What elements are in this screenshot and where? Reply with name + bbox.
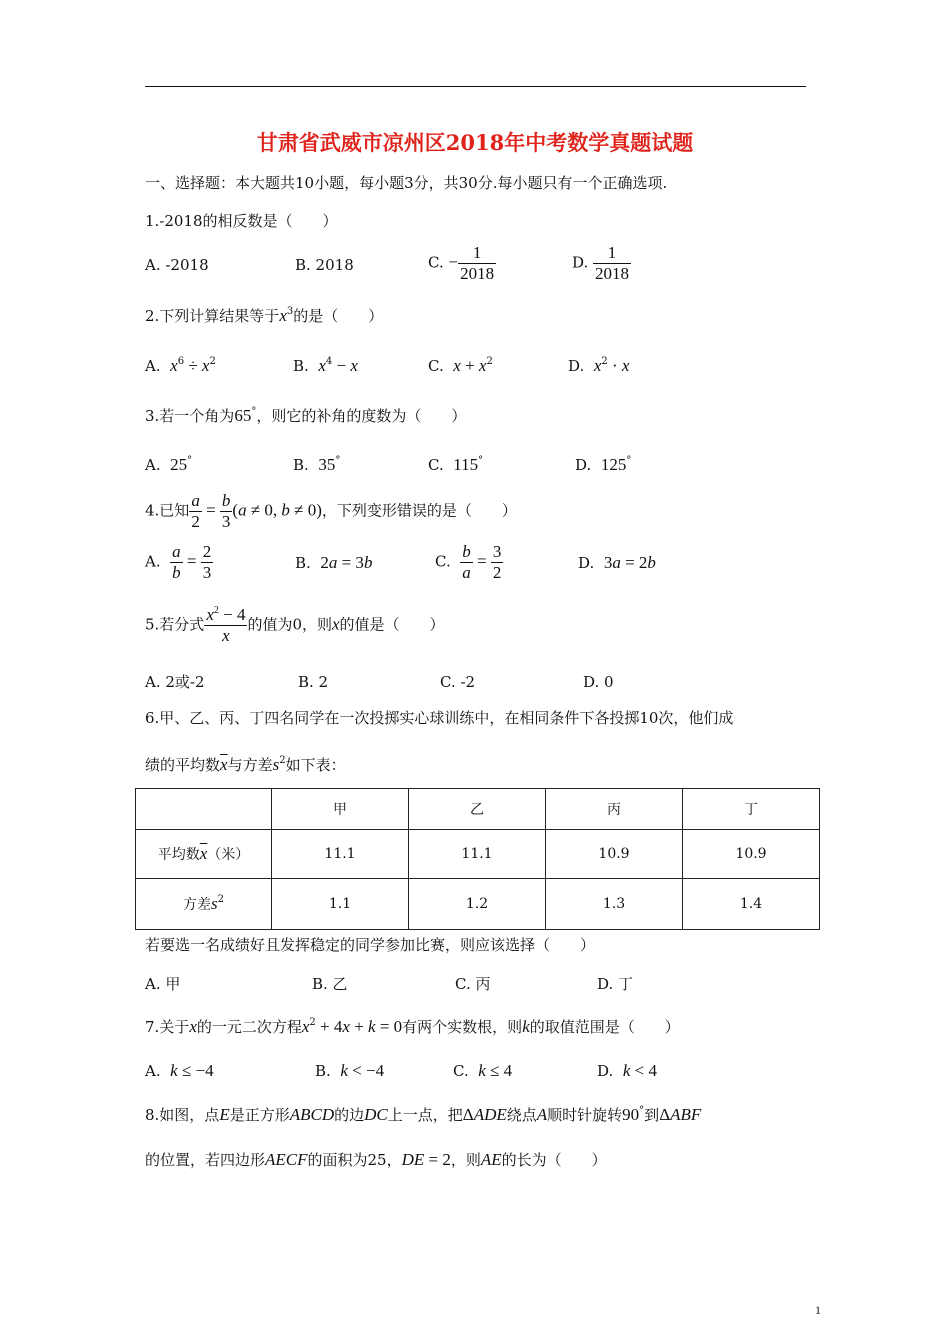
table-header-cell: 丙 (546, 789, 683, 830)
q2-option-b: B. $x^4 - x$ (293, 356, 358, 375)
q3-option-a: A. 25° (145, 455, 193, 474)
q2-stem: 2.下列计算结果等于$x^3$的是（ ） (145, 306, 384, 325)
table-corner-cell (136, 789, 272, 830)
q7-option-d: D. k < 4 (597, 1061, 657, 1080)
table-header-row (136, 789, 820, 830)
table-row-label: 平均数$\overline{x}$（米） (136, 830, 272, 879)
q7-option-b: B. k < −4 (315, 1061, 385, 1080)
table-header-cell: 丁 (683, 789, 820, 830)
table-cell: 11.1 (409, 830, 546, 879)
table-cell: 1.2 (409, 879, 546, 930)
table-row (136, 879, 820, 930)
table-cell: 10.9 (546, 830, 683, 879)
q4-option-c: C. $\frac{b}{a}$ = $\frac{3}{2}$ (435, 542, 502, 582)
q7-stem: 7.关于x的一元二次方程$x^2 + 4x + k = 0$有两个实数根，则k的取值范围是（ ） (145, 1017, 680, 1036)
q7-option-a: A. k ≤ −4 (145, 1061, 214, 1080)
table-cell: 1.1 (272, 879, 409, 930)
header-rule (145, 86, 806, 87)
q6-stem-line2: 绩的平均数$\overline{x}$与方差$s^2$如下表： (145, 755, 346, 774)
q1-option-a: A. -2018 (145, 256, 209, 274)
q1-stem: 1.-2018的相反数是（ ） (145, 212, 338, 230)
q1-option-d: D. $\frac{1}{2018}$ (572, 243, 630, 283)
q6-option-b: B. 乙 (312, 975, 348, 993)
table-cell: 1.3 (546, 879, 683, 930)
q6-option-c: C. 丙 (455, 975, 491, 993)
q8-stem-line1: 8.如图，点E是正方形ABCD的边DC上一点，把ΔADE绕点A顺时针旋转90°到ΔABF (145, 1105, 702, 1124)
table-cell: 11.1 (272, 830, 409, 879)
q2-option-d: D. $x^2 \cdot x$ (568, 356, 630, 375)
q5-option-c: C. -2 (440, 673, 476, 691)
q3-option-b: B. 35° (293, 455, 341, 474)
table-row-label: 方差$s^2$ (136, 879, 272, 930)
table-row (136, 830, 820, 879)
q5-stem: 5.若分式 $\frac{x^2 - 4}{x}$ 的值为0，则x的值是（ ） (145, 605, 445, 645)
q3-option-d: D. 125° (575, 455, 632, 474)
q2-option-c: C. $x + x^2$ (428, 356, 493, 375)
page-number: 1 (815, 1303, 821, 1317)
q2-option-a: A. $x^6 \div x^2$ (145, 356, 216, 375)
section-heading: 一、选择题：本大题共10小题，每小题3分，共30分.每小题只有一个正确选项. (145, 174, 668, 192)
q6-question: 若要选一名成绩好且发挥稳定的同学参加比赛，则应该选择（ ） (145, 936, 596, 954)
q5-option-a: A. 2或-2 (145, 673, 205, 691)
page-title: 甘肃省武威市凉州区2018年中考数学真题试题 (256, 130, 694, 155)
q3-option-c: C. 115° (428, 455, 484, 474)
q6-stem-line1: 6.甲、乙、丙、丁四名同学在一次投掷实心球训练中，在相同条件下各投掷10次，他们成 (145, 709, 734, 727)
q1-option-c: C. − $\frac{1}{2018}$ (428, 243, 495, 283)
q4-option-d: D. 3a = 2b (578, 553, 656, 572)
q4-stem: 4.已知 $\frac{a}{2}$ = $\frac{b}{3}$ (a ≠ 0, b ≠ 0)，下列变形错误的是（ ） (145, 491, 517, 531)
q1-option-b: B. 2018 (295, 256, 354, 274)
q6-option-a: A. 甲 (145, 975, 181, 993)
q7-option-c: C. k ≤ 4 (453, 1061, 513, 1080)
results-table (135, 788, 820, 930)
table-cell: 1.4 (683, 879, 820, 930)
q5-option-b: B. 2 (298, 673, 329, 691)
q4-option-b: B. 2a = 3b (295, 553, 373, 572)
q4-option-a: A. $\frac{a}{b}$ = $\frac{2}{3}$ (145, 542, 212, 582)
q5-option-d: D. 0 (583, 673, 614, 691)
table-cell: 10.9 (683, 830, 820, 879)
q6-option-d: D. 丁 (597, 975, 634, 993)
table-header-cell: 甲 (272, 789, 409, 830)
table-header-cell: 乙 (409, 789, 546, 830)
q8-stem-line2: 的位置，若四边形AECF的面积为25，DE = 2，则AE的长为（ ） (145, 1150, 607, 1169)
q3-stem: 3.若一个角为65°，则它的补角的度数为（ ） (145, 406, 467, 425)
